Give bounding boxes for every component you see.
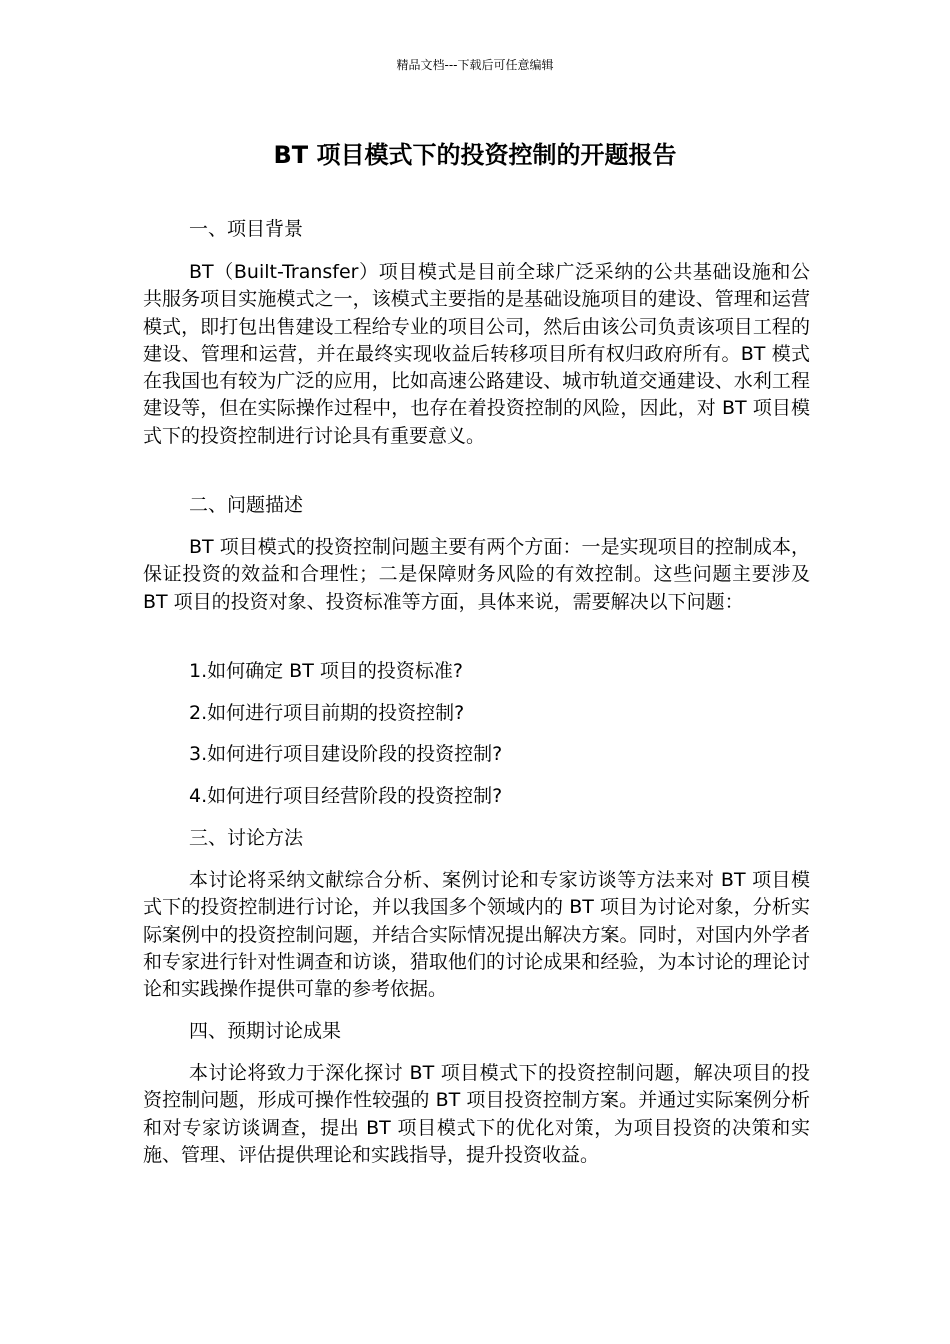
list-item: 1.如何确定 BT 项目的投资标准? [189,660,463,682]
list-item: 2.如何进行项目前期的投资控制? [189,702,465,724]
paragraph-problem: BT 项目模式的投资控制问题主要有两个方面：一是实现项目的控制成本，保证投资的效益和合理性；二是保障财务风险的有效控制。这些问题主要涉及 BT 项目的投资对象、投资标准等方面，具体来说，需要解决以下问题： [143,536,810,613]
section-heading-method: 三、讨论方法 [189,827,304,849]
section-heading-background: 一、项目背景 [189,218,304,240]
paragraph-expected-results: 本讨论将致力于深化探讨 BT 项目模式下的投资控制问题，解决项目的投资控制问题，形成可操作性较强的 BT 项目投资控制方案。并通过实际案例分析和对专家访谈调查，提出 BT 项目模式下的优化对策，为项目投资的决策和实施、管理、评估提供理论和实践指导，提升投资收益。 [143,1062,810,1166]
list-item: 4.如何进行项目经营阶段的投资控制? [189,785,503,807]
section-heading-expected-results: 四、预期讨论成果 [189,1020,342,1042]
paragraph-background: BT（Built-Transfer）项目模式是目前全球广泛采纳的公共基础设施和公共服务项目实施模式之一，该模式主要指的是基础设施项目的建设、管理和运营模式，即打包出售建设工程给专业的项目公司，然后由该公司负责该项目工程的建设、管理和运营，并在最终实现收益后转移项目所有权归政府所有。BT 模式在我国也有较为广泛的应用，比如高速公路建设、城市轨道交通建设、水利工程建设等，但在实际操作过程中，也存在着投资控制的风险，因此，对 BT 项目模式下的投资控制进行讨论具有重要意义。 [143,261,810,447]
paragraph-method: 本讨论将采纳文献综合分析、案例讨论和专家访谈等方法来对 BT 项目模式下的投资控制进行讨论，并以我国多个领域内的 BT 项目为讨论对象，分析实际案例中的投资控制问题，并结合实际情况提出解决方案。同时，对国内外学者和专家进行针对性调查和访谈，猎取他们的讨论成果和经验，为本讨论的理论讨论和实践操作提供可靠的参考依据。 [143,869,810,1001]
page-header-note: 精品文档---下载后可任意编辑 [396,58,554,72]
section-heading-problem: 二、问题描述 [189,494,304,516]
list-item: 3.如何进行项目建设阶段的投资控制? [189,743,503,765]
document-title: BT 项目模式下的投资控制的开题报告 [273,141,677,169]
